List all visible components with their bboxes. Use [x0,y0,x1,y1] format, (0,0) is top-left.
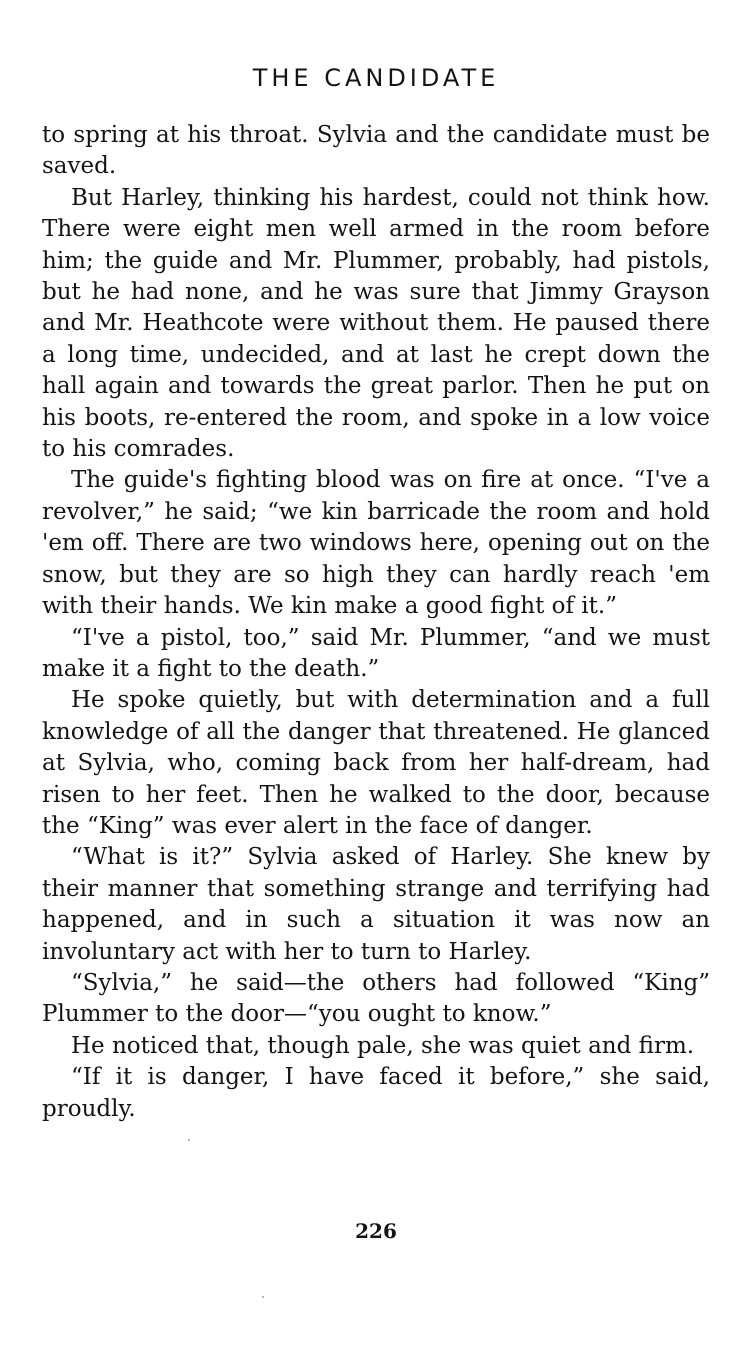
page-number: 226 [355,1219,397,1243]
paragraph-4: “I've a pistol, too,” said Mr. Plummer, “and we must make it a fight to the death.” [42,624,710,682]
paragraph-5: He spoke quietly, but with determination and a full knowledge of all the danger that threatened. He glanced at Sylvia, who, coming back from her half-dream, had risen to her feet. Then he walked to the door, because the “King” was ever alert in the face of danger. [42,687,710,839]
book-page [42,0,710,1367]
paragraph-1: to spring at his throat. Sylvia and the candidate must be saved. [42,122,710,180]
body-text [42,120,710,1125]
paragraph-3: The guide's fighting blood was on fire at once. “I've a revolver,” he said; “we kin barricade the room and hold 'em off. There are two windows here, opening out on the snow, but they are so high they can hardly reach 'em with their hands. We kin make a good fight of it.” [42,467,710,620]
paragraph-8: He noticed that, though pale, she was quiet and firm. [71,1032,695,1059]
paragraph-9: “If it is danger, I have faced it before,” she said, proudly. [42,1064,710,1122]
running-head: THE CANDIDATE [252,64,500,92]
ink-speck [188,1139,190,1141]
ink-speck [262,1296,264,1298]
paragraph-2: But Harley, thinking his hardest, could not think how. There were eight men well armed in the room before him; the guide and Mr. Plummer, probably, had pistols, but he had none, and he was sure that Jimmy Grayson and Mr. Heathcote were without them. He paused there a long time, undecided, and at last he crept down the hall again and towards the great parlor. Then he put on his boots, re-entered the room, and spoke in a low voice to his comrades. [42,184,710,463]
paragraph-7: “Sylvia,” he said—the others had followed “King” Plummer to the door—“you ought to know.” [42,969,710,1028]
paragraph-6: “What is it?” Sylvia asked of Harley. She knew by their manner that something strange and terrifying had happened, and in such a situation it was now an involuntary act with her to turn to Harley. [42,844,710,965]
